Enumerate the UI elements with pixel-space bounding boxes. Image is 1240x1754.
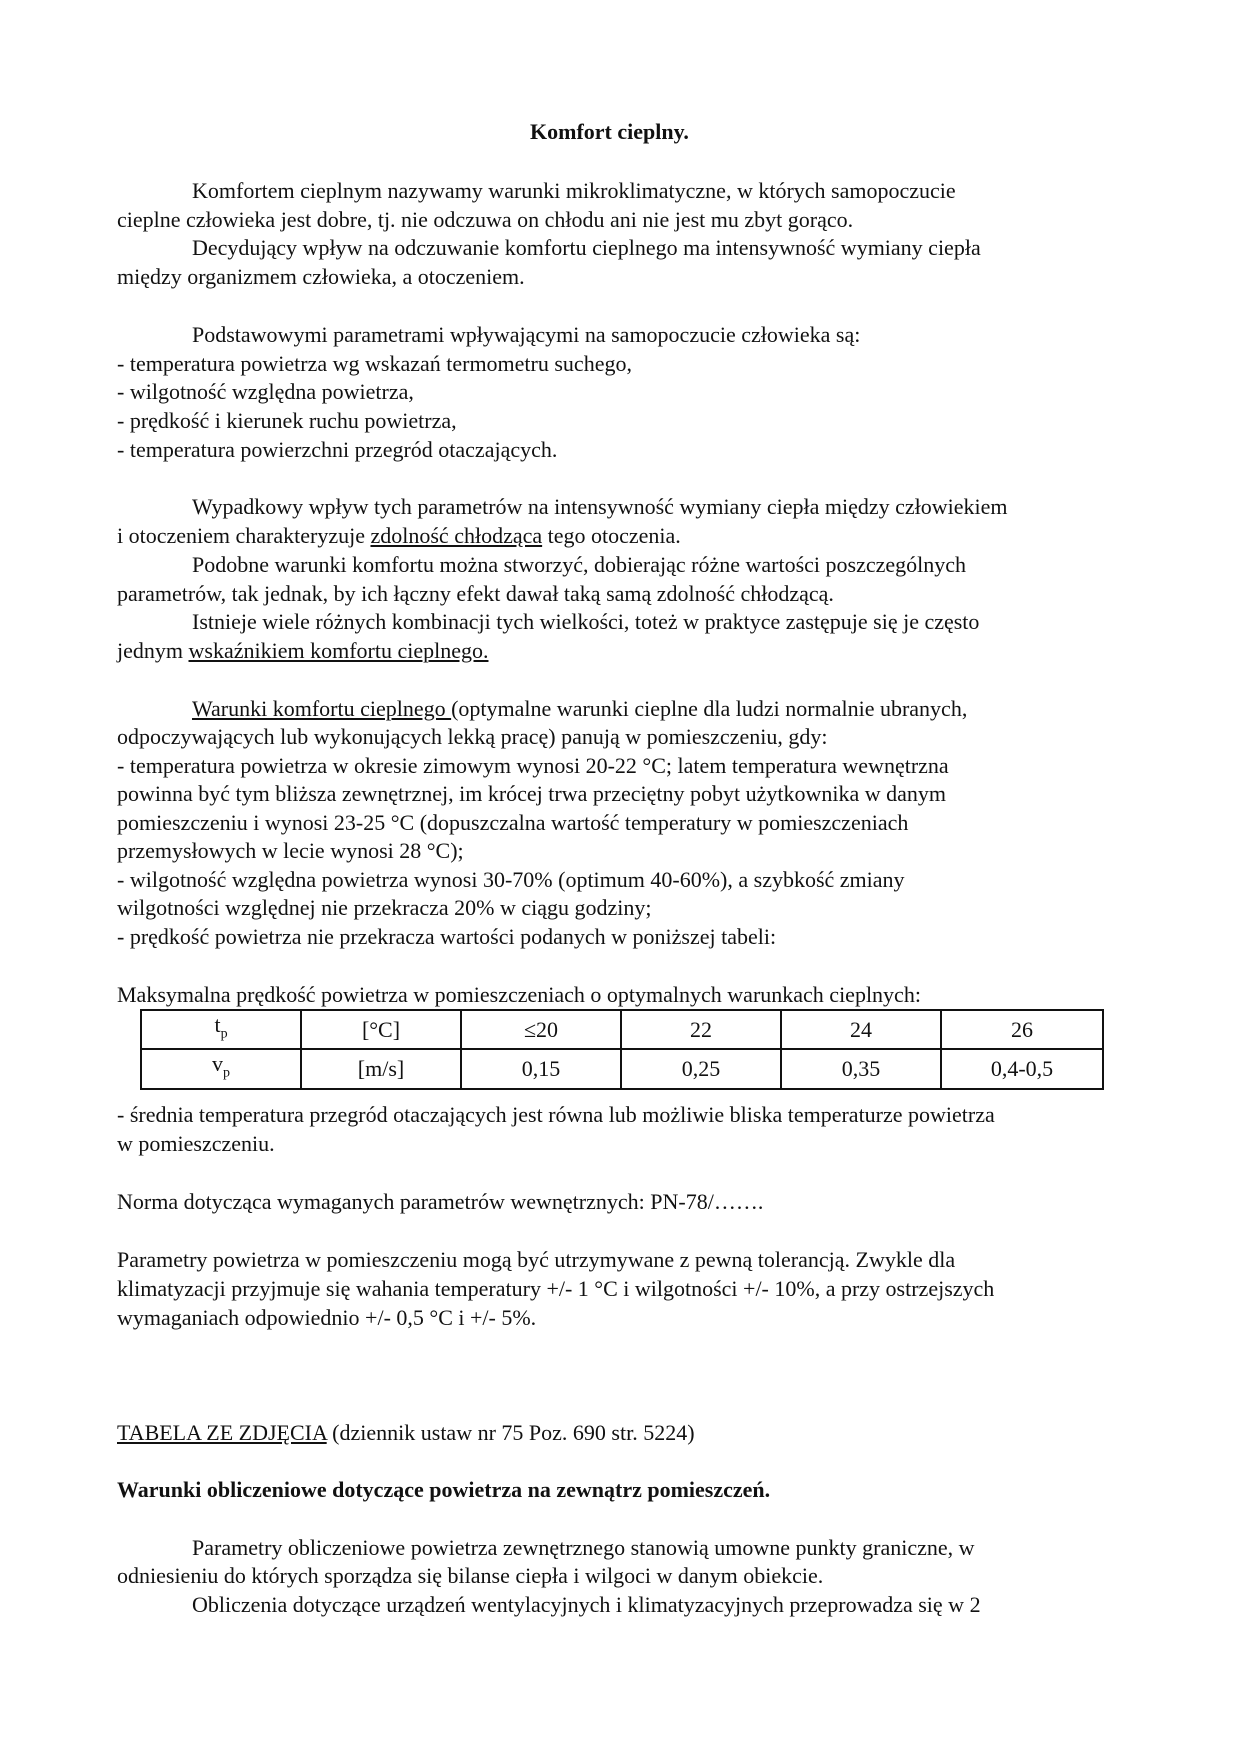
paragraph-line: między organizmem człowieka, a otoczeniem. — [117, 264, 525, 289]
underlined-term: wskaźnikiem komfortu cieplnego. — [188, 638, 489, 663]
paragraph-line: wymaganiach odpowiednio +/- 0,5 °C i +/- 5%. — [117, 1305, 537, 1330]
paragraph-line: Podstawowymi parametrami wpływającymi na samopoczucie człowieka są: — [192, 322, 861, 347]
paragraph-line — [117, 1419, 695, 1447]
text-run: jednym — [117, 638, 189, 663]
list-item: - temperatura powierzchni przegród otaczających. — [117, 437, 558, 462]
paragraph-line — [117, 522, 681, 550]
table-cell: [°C] — [301, 1010, 461, 1049]
table-caption: Maksymalna prędkość powietrza w pomieszczeniach o optymalnych warunkach cieplnych: — [117, 982, 921, 1007]
underlined-term: TABELA ZE ZDJĘCIA — [117, 1420, 327, 1445]
paragraph-line: Obliczenia dotyczące urządzeń wentylacyjnych i klimatyzacyjnych przeprowadza się w 2 — [192, 1592, 981, 1617]
table-cell: 0,4-0,5 — [941, 1049, 1103, 1088]
list-item: - temperatura powietrza wg wskazań termometru suchego, — [117, 351, 632, 376]
paragraph-line: - prędkość powietrza nie przekracza wartości podanych w poniższej tabeli: — [117, 924, 777, 949]
paragraph-line: klimatyzacji przyjmuje się wahania temperatury +/- 1 °C i wilgotności +/- 10%, a przy ostrzejszych — [117, 1276, 995, 1301]
table-cell: 0,35 — [781, 1049, 941, 1088]
paragraph-line: odniesieniu do których sporządza się bilanse ciepła i wilgoci w danym obiekcie. — [117, 1563, 824, 1588]
paragraph-line: Norma dotycząca wymaganych parametrów wewnętrznych: PN-78/……. — [117, 1189, 764, 1214]
paragraph-line: Istnieje wiele różnych kombinacji tych wielkości, toteż w praktyce zastępuje się je często — [192, 609, 980, 634]
table-row — [141, 1010, 1103, 1049]
subscript: p — [220, 1026, 228, 1042]
paragraph-line: wilgotności względnej nie przekracza 20% w ciągu godziny; — [117, 895, 652, 920]
paragraph-line: Wypadkowy wpływ tych parametrów na intensywność wymiany ciepła między człowiekiem — [192, 494, 1008, 519]
table-cell: 0,15 — [461, 1049, 621, 1088]
underlined-term: zdolność chłodząca — [370, 523, 543, 548]
table-cell: [m/s] — [301, 1049, 461, 1088]
paragraph-line: Decydujący wpływ na odczuwanie komfortu cieplnego ma intensywność wymiany ciepła — [192, 235, 981, 260]
paragraph-line — [192, 695, 967, 723]
table-row — [141, 1049, 1103, 1088]
paragraph-line: przemysłowych w lecie wynosi 28 °C); — [117, 838, 464, 863]
symbol: v — [212, 1051, 223, 1077]
subscript: p — [223, 1065, 230, 1081]
paragraph-line: w pomieszczeniu. — [117, 1131, 275, 1156]
air-speed-table — [140, 1009, 1104, 1090]
paragraph-line: pomieszczeniu i wynosi 23-25 °C (dopuszczalna wartość temperatury w pomieszczeniach — [117, 810, 909, 835]
paragraph-line: - wilgotność względna powietrza wynosi 30-70% (optimum 40-60%), a szybkość zmiany — [117, 867, 905, 892]
list-item: - wilgotność względna powietrza, — [117, 379, 414, 404]
text-run: i otoczeniem charakteryzuje — [117, 523, 371, 548]
paragraph-line: odpoczywających lub wykonujących lekką pracę) panują w pomieszczeniu, gdy: — [117, 724, 828, 749]
symbol: t — [214, 1012, 221, 1037]
paragraph-line: - średnia temperatura przegród otaczających jest równa lub możliwie bliska temperaturze powietrza — [117, 1102, 995, 1127]
underlined-term: Warunki komfortu cieplnego — [192, 696, 452, 721]
paragraph-line: - temperatura powietrza w okresie zimowym wynosi 20-22 °C; latem temperatura wewnętrzna — [117, 753, 949, 778]
paragraph-line — [117, 637, 488, 665]
table-cell: 24 — [781, 1010, 941, 1049]
table-cell: 26 — [941, 1010, 1103, 1049]
section-heading: Warunki obliczeniowe dotyczące powietrza na zewnątrz pomieszczeń. — [117, 1477, 771, 1502]
paragraph-line: Podobne warunki komfortu można stworzyć, dobierając różne wartości poszczególnych — [192, 552, 967, 577]
paragraph-line: powinna być tym bliższa zewnętrznej, im krócej trwa przeciętny pobyt użytkownika w danym — [117, 781, 947, 806]
paragraph-line: parametrów, tak jednak, by ich łączny efekt dawał taką samą zdolność chłodzącą. — [117, 581, 834, 606]
table-cell: 0,25 — [621, 1049, 781, 1088]
list-item: - prędkość i kierunek ruchu powietrza, — [117, 408, 457, 433]
table-cell — [141, 1010, 301, 1049]
text-run: (dziennik ustaw nr 75 Poz. 690 str. 5224) — [326, 1420, 695, 1445]
text-run: tego otoczenia. — [542, 523, 681, 548]
paragraph-line: cieplne człowieka jest dobre, tj. nie odczuwa on chłodu ani nie jest mu zbyt gorąco. — [117, 207, 854, 232]
page-title: Komfort cieplny. — [530, 119, 689, 144]
table-cell — [141, 1049, 301, 1088]
paragraph-line: Parametry obliczeniowe powietrza zewnętrznego stanowią umowne punkty graniczne, w — [192, 1535, 975, 1560]
paragraph-line: Komfortem cieplnym nazywamy warunki mikroklimatyczne, w których samopoczucie — [192, 178, 956, 203]
paragraph-line: Parametry powietrza w pomieszczeniu mogą być utrzymywane z pewną tolerancją. Zwykle dla — [117, 1247, 956, 1272]
table-cell: 22 — [621, 1010, 781, 1049]
table-cell: ≤20 — [461, 1010, 621, 1049]
text-run: (optymalne warunki cieplne dla ludzi normalnie ubranych, — [451, 696, 968, 721]
